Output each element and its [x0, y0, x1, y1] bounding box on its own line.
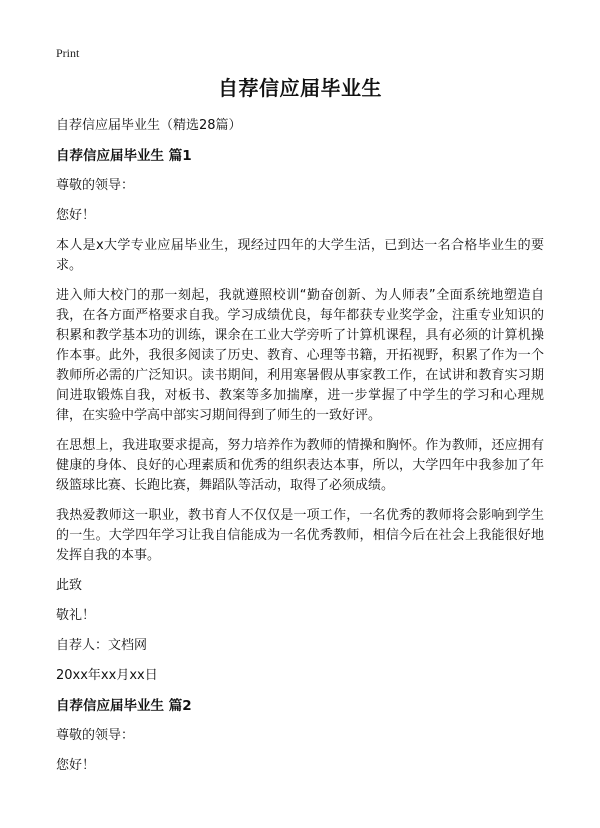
section-1-heading: 自荐信应届毕业生 篇1	[56, 148, 192, 164]
print-link[interactable]: Print	[56, 46, 80, 60]
section-1-salute: 敬礼！	[56, 608, 96, 623]
section-1-paragraph-4: 我热爱教师这一职业，教书育人不仅仅是一项工作，一名优秀的教师将会影响到学生的一生。大学四年学习让我自信能成为一名优秀教师，相信今后在社会上我能很好地发挥自我的本事。	[56, 508, 544, 563]
section-1-paragraph-3: 在思想上，我进取要求提高，努力培养作为教师的情操和胸怀。作为教师，还应拥有健康的身体、良好的心理素质和优秀的组织表达本事，所以，大学四年中我参加了年级篮球比赛、长跑比赛，舞蹈队等活动，取得了必须成绩。	[56, 438, 544, 493]
section-2-greeting: 尊敬的领导：	[56, 728, 135, 743]
section-1-date: 20xx年xx月xx日	[56, 668, 158, 683]
document-title: 自荐信应届毕业生	[218, 76, 382, 100]
document-subtitle: 自荐信应届毕业生（精选28篇）	[56, 118, 242, 133]
section-1-hello: 您好！	[56, 208, 96, 223]
section-1-signer: 自荐人：文档网	[56, 638, 148, 653]
section-1-paragraph-2: 进入师大校门的那一刻起，我就遵照校训“勤奋创新、为人师表”全面系统地塑造自我，在各方面严格要求自我。学习成绩优良，每年都获专业奖学金，注重专业知识的积累和教学基本功的训练，课余在工业大学旁听了计算机课程，具有必须的计算机操作本事。此外，我很多阅读了历史、教育、心理等书籍，开拓视野，积累了作为一个教师所必需的广泛知识。读书期间，利用寒暑假从事家教工作，在试讲和教育实习期间进取锻炼自我，对板书、教案等多加揣摩，进一步掌握了中学生的学习和心理规律，在实验中学高中部实习期间得到了师生的一致好评。	[56, 288, 544, 423]
section-2	[56, 696, 544, 776]
section-2-hello: 您好！	[56, 758, 96, 773]
section-1-greeting: 尊敬的领导：	[56, 178, 135, 193]
section-2-heading: 自荐信应届毕业生 篇2	[56, 698, 192, 714]
section-1-paragraph-1: 本人是x大学专业应届毕业生，现经过四年的大学生活，已到达一名合格毕业生的要求。	[56, 238, 544, 273]
section-1	[56, 146, 544, 686]
section-1-closing: 此致	[56, 578, 83, 593]
